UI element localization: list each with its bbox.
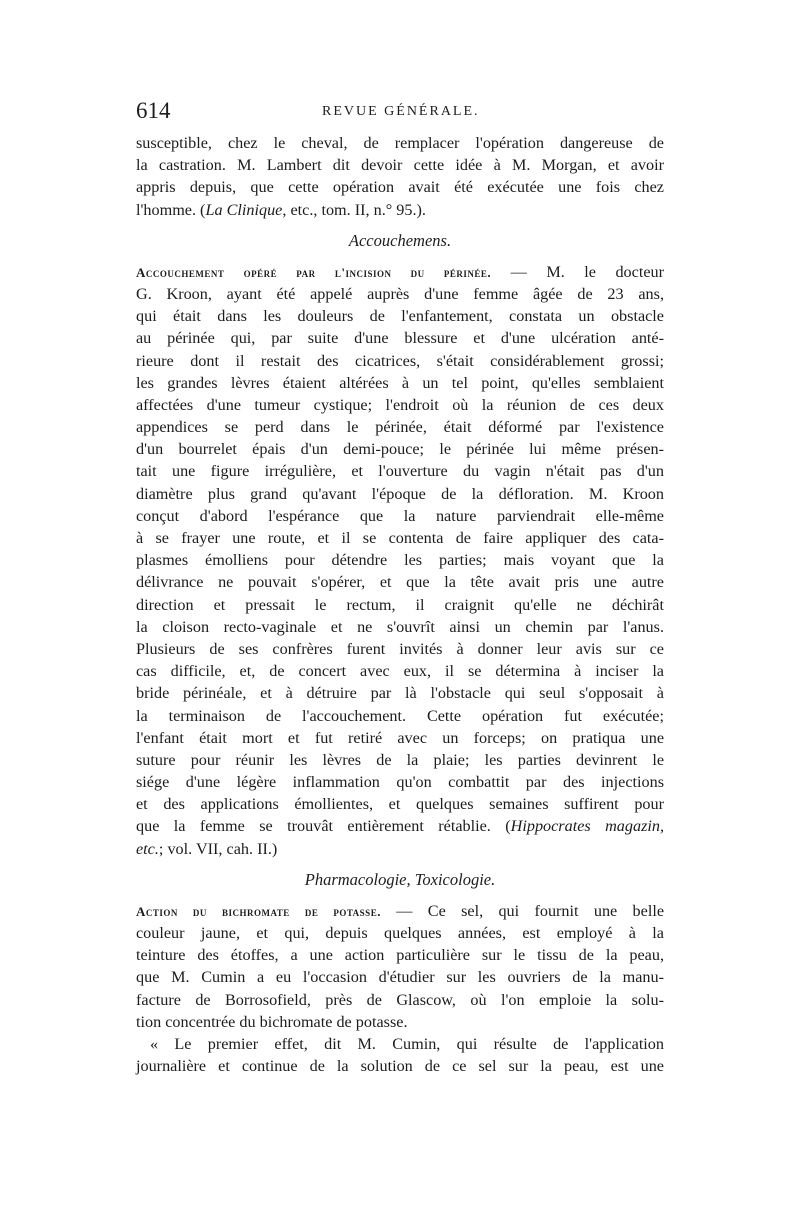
text-line: la cloison recto-vaginale et ne s'ouvrît ainsi un chemin par l'anus. — [136, 617, 664, 636]
paragraph-bichromate — [136, 900, 664, 1033]
text-line: tait une figure irrégulière, et l'ouverture du vagin n'était pas d'un — [136, 462, 664, 481]
paragraph-quote — [136, 1033, 664, 1077]
text-line: la castration. M. Lambert dit devoir cette idée à M. Morgan, et avoir — [136, 156, 664, 175]
citation-title: Hippocrates magazin, — [510, 817, 665, 836]
text-line: et des applications émollientes, et quelques semaines suffirent pour — [136, 795, 664, 814]
text-line: appendices se perd dans le périnée, était déformé par l'existence — [136, 418, 664, 437]
text-line: affectées d'une tumeur cystique; l'endroit où la réunion de ces deux — [136, 395, 664, 414]
text-line: conçut d'abord l'espérance que la nature parviendrait elle-même — [136, 506, 664, 525]
text-line: couleur jaune, et qui, depuis quelques années, est employé à la — [136, 924, 664, 942]
text-line: plasmes émolliens pour détendre les parties; mais voyant que la — [136, 551, 664, 570]
text-run: , etc., tom. II, n.° 95.). — [282, 200, 426, 219]
paragraph-accouchement — [136, 261, 664, 860]
text-line — [136, 815, 664, 837]
text-line: appris depuis, que cette opération avait été exécutée une fois chez — [136, 178, 664, 197]
text-line: tion concentrée du bichromate de potasse. — [136, 1012, 408, 1031]
text-run: — Ce sel, qui fournit une belle — [380, 901, 665, 920]
article-title: Action du bichromate de potasse. — [136, 903, 381, 919]
text-line: d'un bourrelet épais d'un demi-pouce; le périnée lui même présen- — [136, 440, 664, 459]
section-heading-pharmacologie: Pharmacologie, Toxicologie. — [304, 869, 496, 889]
text-line — [136, 261, 664, 283]
text-line: rieure dont il restait des cicatrices, s'était considérablement grossi; — [136, 351, 664, 370]
text-line: qui était dans les douleurs de l'enfantement, constata un obstacle — [136, 307, 664, 326]
text-line — [136, 199, 664, 221]
text-run: que la femme se trouvât entièrement rétablie. ( — [136, 817, 511, 836]
citation-title: La Clinique — [205, 200, 283, 219]
text-line: teinture des étoffes, a une action particulière sur le tissu de la peau, — [136, 946, 664, 965]
text-line: G. Kroon, ayant été appelé auprès d'une femme âgée de 23 ans, — [136, 284, 664, 303]
text-line: diamètre plus grand qu'avant l'époque de la défloration. M. Kroon — [136, 484, 664, 503]
text-line: « Le premier effet, dit M. Cumin, qui résulte de l'application — [150, 1034, 664, 1053]
paragraph-castration — [136, 132, 664, 221]
text-line: l'enfant était mort et fut retiré avec un forceps; on pratiqua une — [136, 728, 664, 747]
text-line: bride périnéale, et à détruire par là l'obstacle qui seul s'opposait à — [136, 684, 664, 703]
text-line: susceptible, chez le cheval, de remplacer l'opération dangereuse de — [136, 134, 664, 152]
text-run: — M. le docteur — [491, 262, 664, 281]
text-line: suture pour réunir les lèvres de la plaie; les parties devinrent le — [136, 750, 664, 769]
text-line: journalière et continue de la solution de ce sel sur la peau, est une — [136, 1057, 664, 1076]
page-number: 614 — [136, 98, 171, 123]
text-line: Plusieurs de ses confrères furent invités à donner leur avis sur ce — [136, 639, 664, 658]
citation-etc: etc. — [136, 839, 159, 858]
text-line: délivrance ne pouvait s'opérer, et que la tête avait pris une autre — [136, 573, 664, 592]
text-line — [136, 838, 664, 860]
text-line — [136, 900, 664, 922]
page-body — [136, 132, 664, 1077]
text-line: facture de Borrosofield, près de Glascow, où l'on emploie la solu- — [136, 990, 664, 1009]
running-head: REVUE GÉNÉRALE. — [322, 104, 480, 119]
text-line: les grandes lèvres étaient altérées à un tel point, qu'elles semblaient — [136, 373, 664, 392]
text-line: au périnée qui, par suite d'une blessure et d'une ulcération anté- — [136, 329, 664, 348]
text-line: la terminaison de l'accouchement. Cette opération fut exécutée; — [136, 706, 664, 725]
text-line: siége d'une légère inflammation qu'on combattit par des injections — [136, 773, 664, 792]
text-line: cas difficile, et, de concert avec eux, il se détermina à inciser la — [136, 662, 664, 681]
article-title: Accouchement opéré par l'incision du périnée. — [136, 264, 492, 280]
text-line: à se frayer une route, et il se contenta de faire appliquer des cata- — [136, 529, 664, 547]
section-heading-accouchemens: Accouchemens. — [348, 230, 452, 250]
text-run: l'homme. ( — [136, 200, 206, 219]
text-run: ; vol. VII, cah. II.) — [158, 839, 278, 858]
text-line: que M. Cumin a eu l'occasion d'étudier sur les ouvriers de la manu- — [136, 968, 664, 987]
text-line: direction et pressait le rectum, il craignit qu'elle ne déchirât — [136, 595, 664, 614]
page-header — [136, 98, 664, 126]
